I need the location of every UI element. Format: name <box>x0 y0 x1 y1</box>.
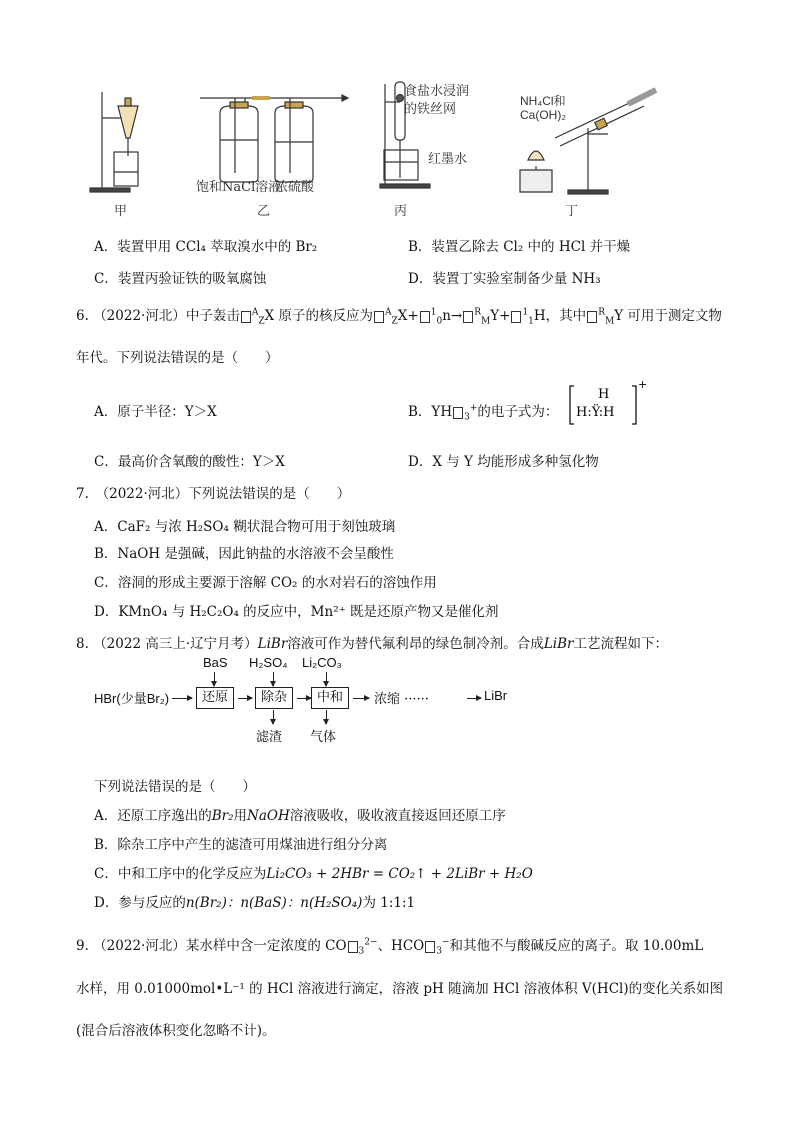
q5-option-c: C．装置丙验证铁的吸氧腐蚀 <box>94 271 267 287</box>
svg-text:H: H <box>598 387 610 402</box>
placeholder-box <box>348 941 358 953</box>
figure-label-bing: 丙 <box>394 204 408 219</box>
q5-option-b: B．装置乙除去 Cl₂ 中的 HCl 并干燥 <box>408 239 631 255</box>
svg-text:+: + <box>638 378 648 391</box>
flow-arrow-down <box>326 710 327 724</box>
q6-option-c: C．最高价含氧酸的酸性：Y＞X <box>94 454 285 470</box>
label-bing-side: 红墨水 <box>428 152 468 167</box>
flow-arrow-down <box>273 672 274 686</box>
q6-option-b: B．YH $_3$+的电子式为： <box>408 403 559 423</box>
q6-stem-line2: 年代。下列说法错误的是（ ） <box>76 350 279 366</box>
flow-step-concentrate: 浓缩 ······ <box>374 692 429 707</box>
placeholder-box <box>463 311 473 323</box>
flow-arrow-down <box>273 710 274 724</box>
placeholder-box <box>587 311 597 323</box>
flow-out-gas: 气体 <box>310 730 337 745</box>
flow-arrow-down <box>326 672 327 686</box>
q5-option-d: D．装置丁实验室制备少量 NH₃ <box>408 271 601 287</box>
label-bing-top2: 的铁丝网 <box>404 102 457 117</box>
q8-option-a: A．还原工序逸出的Br₂用NaOH溶液吸收，吸收液直接返回还原工序 <box>94 808 506 824</box>
placeholder-box <box>511 311 521 323</box>
svg-text:H:Ÿ:H: H:Ÿ:H <box>576 405 615 420</box>
flow-arrow <box>172 698 192 699</box>
figure-label-ding: 丁 <box>565 204 579 219</box>
flow-reagent-bas: BaS <box>203 655 228 670</box>
q6-stem: 6. （2022·河北）中子轰击 $^A_Z$X 原子的核反应为 $^A_Z$X+ $^1_0$n→ $^R_M$Y+ $^1_1$H，其中 $^R_M$Y 可用于测定文物 <box>76 307 722 327</box>
placeholder-box <box>425 941 435 953</box>
q6-option-a: A．原子半径：Y＞X <box>94 404 217 420</box>
q6-number: 6. <box>76 308 89 324</box>
placeholder-box <box>453 407 463 419</box>
placeholder-box <box>420 311 430 323</box>
flow-arrow <box>238 698 252 699</box>
flow-step-purify: 除杂 <box>255 687 293 709</box>
flow-step-reduce: 还原 <box>196 687 234 709</box>
q8-option-b: B．除杂工序中产生的滤渣可用煤油进行组分分离 <box>94 837 388 853</box>
q9-stem: 9. （2022·河北）某水样中含一定浓度的 CO $_3^{2-}$、HCO $_3$−和其他不与酸碱反应的离子。取 10.00mL <box>76 937 704 957</box>
label-ding-top1: NH₄Cl和 <box>520 94 566 108</box>
flow-step-neutralize: 中和 <box>311 687 349 709</box>
label-yi-right: 浓硫酸 <box>275 180 315 195</box>
q8-option-c: C．中和工序中的化学反应为Li₂CO₃ + 2HBr = CO₂↑ + 2LiBr + H₂O <box>94 866 533 882</box>
figure-label-yi: 乙 <box>257 204 271 219</box>
electron-formula-yh3 <box>568 376 648 432</box>
flow-arrow-down <box>214 672 215 686</box>
q5-option-a: A．装置甲用 CCl₄ 萃取溴水中的 Br₂ <box>94 239 318 255</box>
label-yi-left: 饱和NaCl溶液 <box>196 180 282 195</box>
q9-line2: 水样，用 0.01000mol•L⁻¹ 的 HCl 溶液进行滴定，溶液 pH 随滴加 HCl 溶液体积 V(HCl)的变化关系如图 <box>76 981 724 997</box>
flow-reagent-li2co3: Li₂CO₃ <box>302 655 342 670</box>
q7-option-d: D．KMnO₄ 与 H₂C₂O₄ 的反应中，Mn²⁺ 既是还原产物又是催化剂 <box>94 604 499 620</box>
flow-arrow <box>297 698 311 699</box>
q6-option-d: D．X 与 Y 均能形成多种氢化物 <box>408 454 599 470</box>
q7-option-b: B．NaOH 是强碱，因此钠盐的水溶液不会呈酸性 <box>94 546 394 562</box>
label-ding-top2: Ca(OH)₂ <box>520 108 566 122</box>
flow-product: LiBr <box>484 688 508 703</box>
figure-label-jia: 甲 <box>114 204 128 219</box>
flow-arrow <box>467 698 481 699</box>
placeholder-box <box>241 311 251 323</box>
flow-start: HBr(少量Br₂) <box>94 691 170 706</box>
q8-stem: 8. （2022 高三上·辽宁月考）LiBr溶液可作为替代氟利昂的绿色制冷剂。合成LiBr工艺流程如下： <box>76 636 668 652</box>
q8-ask: 下列说法错误的是（ ） <box>94 779 256 795</box>
label-bing-top1: 食盐水浸润 <box>404 84 470 99</box>
placeholder-box <box>374 311 384 323</box>
q8-option-d: D．参与反应的n(Br₂)：n(BaS)：n(H₂SO₄)为 1:1:1 <box>94 895 416 911</box>
apparatus-jia <box>90 92 138 192</box>
flow-arrow <box>353 698 369 699</box>
apparatus-yi <box>200 95 348 182</box>
q7-option-a: A．CaF₂ 与浓 H₂SO₄ 糊状混合物可用于刻蚀玻璃 <box>94 519 396 535</box>
flow-reagent-h2so4: H₂SO₄ <box>249 655 288 670</box>
q6-source: （2022·河北） <box>93 308 186 324</box>
q7-stem: 7. （2022·河北）下列说法错误的是（ ） <box>76 486 351 502</box>
flow-out-residue: 滤渣 <box>256 730 283 745</box>
q7-option-c: C．溶洞的形成主要源于溶解 CO₂ 的水对岩石的溶蚀作用 <box>94 575 437 591</box>
q9-line3: (混合后溶液体积变化忽略不计)。 <box>76 1023 276 1039</box>
